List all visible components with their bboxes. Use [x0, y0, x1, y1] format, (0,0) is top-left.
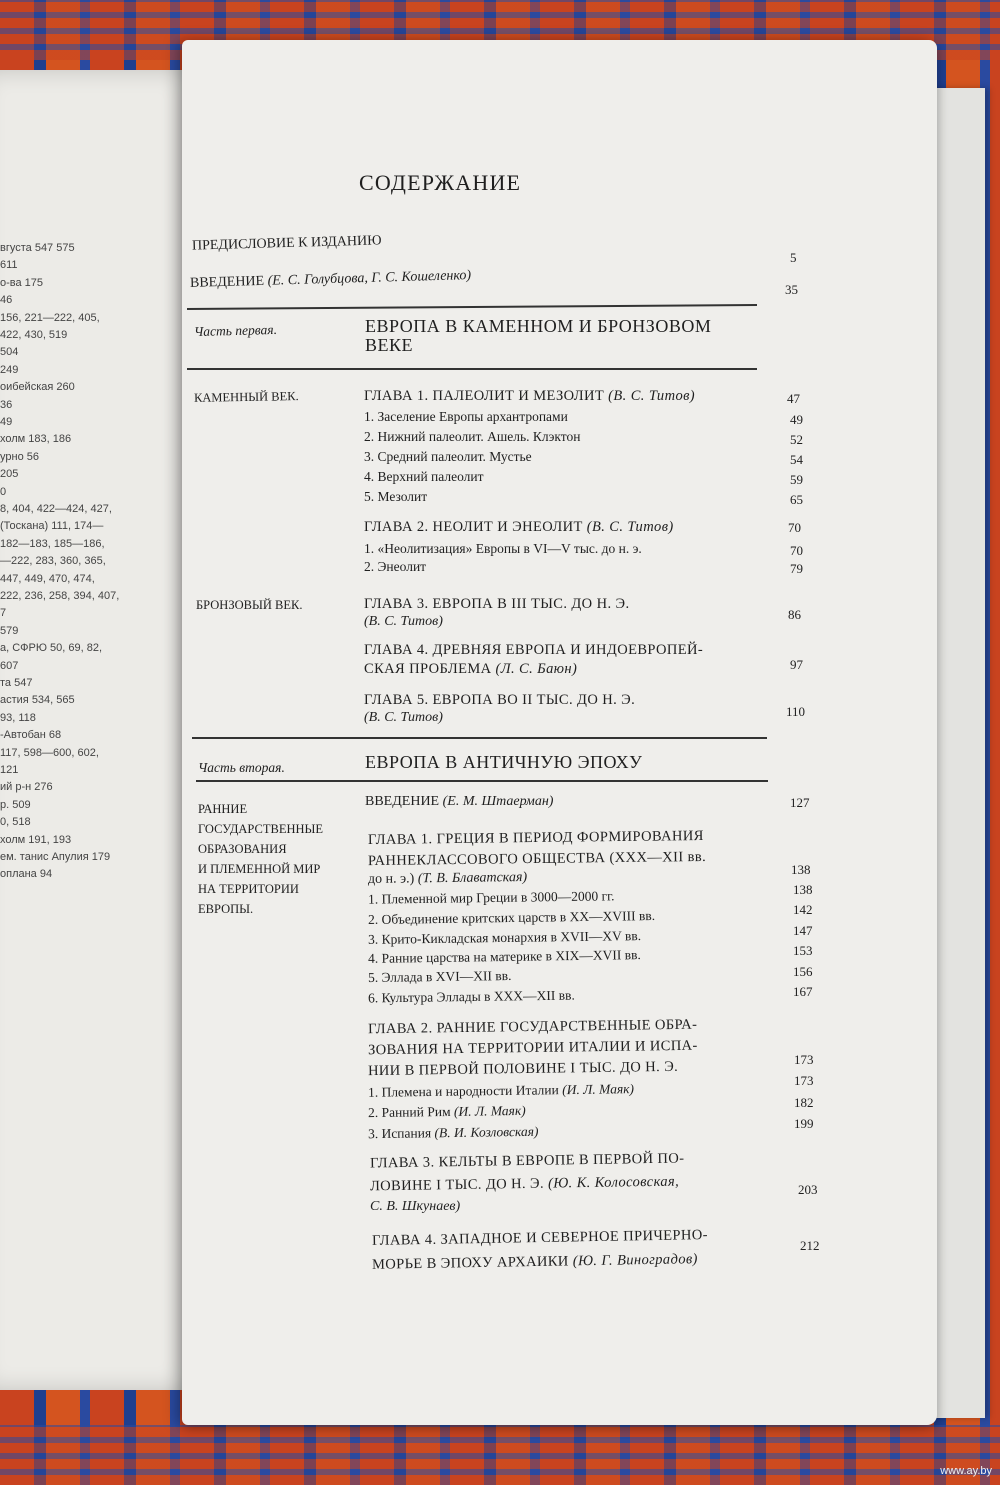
left-page-line: 46	[0, 294, 13, 307]
toc-item-page: 199	[794, 1116, 814, 1131]
left-page-line: 447, 449, 470, 474,	[0, 572, 95, 585]
p2-ch2-line3: НИИ В ПЕРВОЙ ПОЛОВИНЕ I ТЫС. ДО Н. Э.	[367, 1058, 679, 1080]
toc-item: 6. Культура Эллады в XXX—XII вв.	[367, 987, 575, 1006]
left-page-line: 182—183, 185—186,	[0, 537, 105, 550]
toc-item-page: 49	[790, 412, 803, 427]
p1-ch3-author: (В. С. Титов)	[364, 614, 443, 629]
p2-ch1-line3: до н. э.) (Т. В. Блаватская)	[367, 870, 528, 887]
left-page-line: 205	[0, 468, 19, 481]
left-page-line: 121	[0, 764, 19, 776]
divider	[187, 304, 757, 309]
toc-preface-page: 5	[790, 250, 797, 265]
watermark: www.ay.by	[940, 1465, 992, 1477]
p2-ch3-line2: ЛОВИНЕ I ТЫС. ДО Н. Э. (Ю. К. Колосовская,	[369, 1173, 680, 1195]
toc-item-page: 65	[790, 492, 803, 507]
toc-item-page: 182	[794, 1094, 814, 1110]
p2-introduction: ВВЕДЕНИЕ (Е. М. Штаерман)	[365, 794, 554, 809]
left-page-line: 222, 236, 258, 394, 407,	[0, 590, 120, 602]
p2-ch4: ГЛАВА 4. ЗАПАДНОЕ И СЕВЕРНОЕ ПРИЧЕРНО-	[371, 1227, 709, 1249]
p1-ch5-page: 110	[786, 704, 806, 719]
toc-introduction-page: 35	[785, 282, 798, 297]
p1-ch2: ГЛАВА 2. НЕОЛИТ И ЭНЕОЛИТ (В. С. Титов)	[364, 519, 674, 535]
left-page-line: ем. танис Апулия 179	[0, 851, 111, 863]
section-bronze-age: БРОНЗОВЫЙ ВЕК.	[196, 598, 303, 612]
p1-ch3: ГЛАВА 3. ЕВРОПА В III ТЫС. ДО Н. Э.	[364, 596, 630, 612]
p2-ch4-line2: МОРЬЕ В ЭПОХУ АРХАИКИ (Ю. Г. Виноградов)	[371, 1251, 698, 1273]
toc-item-page: 52	[790, 432, 803, 447]
toc-item-page: 147	[793, 922, 813, 938]
p1-ch5: ГЛАВА 5. ЕВРОПА ВО II ТЫС. ДО Н. Э.	[364, 692, 636, 708]
section-label-line: ОБРАЗОВАНИЯ	[198, 842, 287, 856]
p1-ch4-page: 97	[790, 657, 803, 672]
left-page-line: 8, 404, 422—424, 427,	[0, 503, 112, 515]
p2-introduction-page: 127	[790, 795, 810, 810]
toc-item: 3. Крито-Кикладская монархия в XVII—XV вв.	[367, 927, 642, 947]
left-page-line: ий р-н 276	[0, 781, 53, 794]
toc-item-page: 54	[790, 452, 803, 467]
part2-label: Часть вторая.	[198, 760, 285, 775]
left-page-line: холм 183, 186	[0, 433, 72, 446]
p1-ch1-page: 47	[787, 391, 800, 406]
toc-preface: ПРЕДИСЛОВИЕ К ИЗДАНИЮ	[191, 233, 382, 254]
toc-item: 4. Верхний палеолит	[364, 469, 484, 484]
toc-item-page: 79	[790, 561, 803, 576]
toc-item: 2. Энеолит	[364, 559, 427, 574]
left-page-line: 504	[0, 346, 19, 359]
toc-item-author: (И. Л. Маяк)	[562, 1081, 635, 1098]
toc-item-page: 138	[793, 882, 813, 897]
divider	[192, 737, 767, 739]
section-label-line: ГОСУДАРСТВЕННЫЕ	[198, 822, 324, 836]
p1-ch5-author: (В. С. Титов)	[364, 710, 443, 725]
left-page-line: урно 56	[0, 450, 39, 463]
left-page-line: 117, 598—600, 602,	[0, 746, 99, 759]
fabric-bottom	[0, 1425, 1000, 1485]
left-page-line: 607	[0, 659, 19, 672]
p1-ch4-line2: СКАЯ ПРОБЛЕМА (Л. С. Баюн)	[364, 661, 578, 677]
p2-ch1-page: 138	[791, 862, 811, 877]
p2-ch3-line3: С. В. Шкунаев)	[370, 1199, 461, 1214]
left-page-line: оплана 94	[0, 868, 53, 881]
toc-item-page: 173	[794, 1073, 814, 1088]
toc-item: 2. Нижний палеолит. Ашель. Клэктон	[364, 429, 581, 444]
left-page-line: вгуста 547 575	[0, 242, 75, 254]
part1-label: Часть первая.	[193, 321, 278, 340]
left-page-line: —222, 283, 360, 365,	[0, 555, 106, 568]
p2-ch2-page: 173	[794, 1052, 814, 1067]
toc-item-page: 167	[793, 984, 813, 999]
left-page-line: о-ва 175	[0, 276, 44, 289]
left-page-line: 249	[0, 363, 19, 376]
p2-ch4-page: 212	[800, 1238, 820, 1253]
toc-item-page: 156	[793, 963, 813, 979]
toc-item: 2. Объединение критских царств в XX—XVIII вв.	[367, 907, 656, 927]
left-page-line: (Тоскана) 111, 174—	[0, 520, 104, 533]
left-page-line: астия 534, 565	[0, 694, 75, 707]
toc-item	[368, 1124, 539, 1142]
left-page-line: холм 191, 193	[0, 833, 72, 846]
left-page-line: 49	[0, 416, 13, 428]
toc-item: 1. «Неолитизация» Европы в VI—V тыс. до н. э.	[364, 541, 642, 556]
p2-ch1-line2: РАННЕКЛАССОВОГО ОБЩЕСТВА (XXX—XII вв.	[367, 848, 707, 870]
toc-item-text: 3. Испания	[367, 1125, 432, 1142]
toc-item-page: 142	[793, 902, 813, 918]
left-page-line: 422, 430, 519	[0, 329, 68, 341]
left-page-line: а, СФРЮ 50, 69, 82,	[0, 642, 103, 655]
left-page-line: 36	[0, 398, 13, 411]
toc-item: 1. Заселение Европы архантропами	[364, 409, 568, 424]
p2-ch1: ГЛАВА 1. ГРЕЦИЯ В ПЕРИОД ФОРМИРОВАНИЯ	[367, 827, 704, 849]
left-page-line: та 547	[0, 677, 33, 689]
p1-ch1: ГЛАВА 1. ПАЛЕОЛИТ И МЕЗОЛИТ (В. С. Титов)	[364, 388, 696, 404]
p2-ch3-page: 203	[798, 1182, 818, 1197]
toc-item-page: 153	[793, 943, 813, 959]
contents-page	[182, 40, 937, 1425]
left-page-line: 7	[0, 607, 7, 620]
left-page	[0, 70, 205, 1390]
p2-ch3: ГЛАВА 3. КЕЛЬТЫ В ЕВРОПЕ В ПЕРВОЙ ПО-	[369, 1150, 685, 1172]
left-page-line: оибейская 260	[0, 381, 75, 394]
toc-item: 1. Племенной мир Греции в 3000—2000 гг.	[367, 888, 615, 907]
toc-item-text: 1. Племена и народности Италии	[367, 1082, 559, 1100]
divider	[187, 368, 757, 370]
left-page-line: -Автобан 68	[0, 729, 62, 742]
toc-item-text: 2. Ранний Рим	[367, 1103, 451, 1121]
toc-item-page: 70	[790, 543, 803, 558]
left-page-line: 0	[0, 485, 7, 498]
part1-title-line2: ВЕКЕ	[365, 335, 414, 355]
page-title: СОДЕРЖАНИЕ	[359, 170, 522, 195]
section-label-line: И ПЛЕМЕННОЙ МИР	[198, 862, 321, 876]
toc-item-page: 59	[790, 472, 803, 487]
toc-item: 4. Ранние царства на материке в XIX—XVII вв.	[367, 947, 641, 967]
left-page-line: р. 509	[0, 798, 31, 811]
toc-item-author: (В. И. Козловская)	[434, 1123, 539, 1141]
toc-item	[368, 1081, 634, 1100]
p2-ch2: ГЛАВА 2. РАННИЕ ГОСУДАРСТВЕННЫЕ ОБРА-	[367, 1016, 698, 1038]
p1-ch4: ГЛАВА 4. ДРЕВНЯЯ ЕВРОПА И ИНДОЕВРОПЕЙ-	[364, 642, 704, 658]
left-page-line: 579	[0, 624, 19, 637]
left-page-line: 0, 518	[0, 816, 31, 829]
p2-ch2-line2: ЗОВАНИЯ НА ТЕРРИТОРИИ ИТАЛИИ И ИСПА-	[367, 1037, 698, 1059]
p1-ch3-page: 86	[788, 607, 801, 622]
section-label-line: ЕВРОПЫ.	[198, 902, 254, 916]
toc-item: 3. Средний палеолит. Мустье	[364, 449, 532, 464]
section-label-line: НА ТЕРРИТОРИИ	[198, 882, 299, 896]
p1-ch2-page: 70	[788, 520, 801, 535]
section-label-line: РАННИЕ	[198, 802, 248, 816]
toc-item-author: (И. Л. Маяк)	[453, 1102, 526, 1119]
toc-item	[368, 1103, 526, 1121]
toc-introduction: ВВЕДЕНИЕ (Е. С. Голубцова, Г. С. Кошеленко)	[189, 268, 472, 291]
section-stone-age: КАМЕННЫЙ ВЕК.	[193, 389, 299, 405]
toc-item: 5. Мезолит	[364, 489, 428, 504]
left-page-line: 611	[0, 259, 18, 272]
left-page-line: 156, 221—222, 405,	[0, 311, 100, 324]
left-page-line: 93, 118	[0, 711, 36, 724]
toc-item: 5. Эллада в XVI—XII вв.	[367, 968, 512, 986]
part2-title: ЕВРОПА В АНТИЧНУЮ ЭПОХУ	[365, 752, 643, 772]
divider	[196, 780, 768, 782]
part1-title: ЕВРОПА В КАМЕННОМ И БРОНЗОВОМ	[365, 316, 712, 336]
